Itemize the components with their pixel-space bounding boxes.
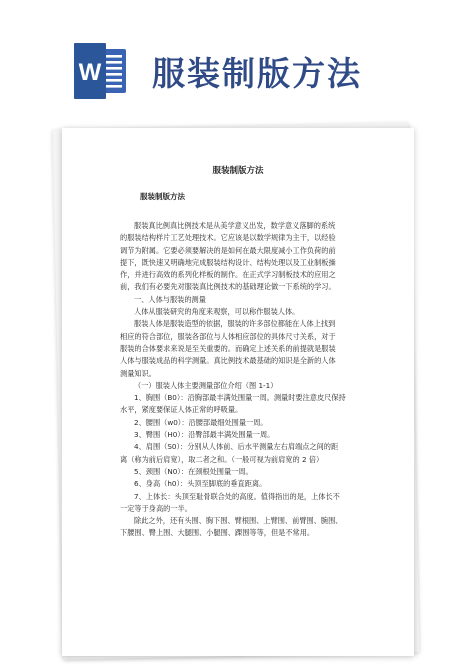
banner-title: 服装制版方法 — [152, 54, 362, 93]
body-line: 除此之外，还有头围、胸下围、臂根围、上臂围、前臂围、腕围、 — [134, 516, 343, 526]
body-line: 前，我们有必要先对服装真比例技术的基础理论做一下系统的学习。 — [120, 282, 336, 292]
header-banner — [0, 0, 474, 130]
body-line: 水平，紧度要保证人体正常的呼吸量。 — [120, 405, 243, 415]
body-line: 测量知识。 — [120, 368, 156, 378]
body-line: 服装人体是服装造型的依据，服装的许多部位都能在人体上找到 — [134, 319, 336, 329]
document-title: 服装制版方法 — [212, 166, 264, 176]
document-subtitle: 服装制版方法 — [140, 192, 185, 201]
body-line: 7、上体长：头顶至耻骨联合处的高度。值得指出的是，上体长不 — [134, 491, 340, 501]
body-line: 服装真比例真比例技术是从美学意义出发，数学意义落脚的系统 — [134, 221, 336, 230]
body-line: 6、身高（h0）：头顶至脚底的垂直距离。 — [134, 479, 267, 489]
body-line: 人体从服装研究的角度来观察，可以称作服装人体。 — [134, 307, 300, 317]
word-icon — [74, 43, 128, 99]
body-line: 提下，既快速又明确地完成服装结构设计、结构处理以及工业制板操 — [120, 257, 336, 267]
body-line: 人体与服装成品的科学测量。真比例技术最基础的知识是全新的人体 — [120, 356, 336, 366]
body-line: 作，并进行高效的系列化样板的制作。在正式学习制板技术的应用之 — [120, 270, 336, 280]
document-body — [120, 220, 368, 540]
subsection-heading: （一）服装人体主要测量部位介绍（图 1-1） — [134, 380, 278, 390]
body-line: 2、腰围（w0）：沿腰部最细处围量一周。 — [134, 417, 268, 427]
body-line: 4、肩围（S0）：分别从人体前、后水平测量左右肩端点之间的距 — [134, 442, 339, 452]
body-line: 服装的合体要求来说是至关重要的。而确定上述关系的前提就是服装 — [120, 343, 336, 353]
body-line: 离（称为前后肩宽），取二者之和。（一般可视为前肩宽的 2 倍） — [120, 454, 324, 464]
body-line: 下腰围、臀上围、大腿围、小腿围、踝围等等，但是不常用。 — [120, 528, 315, 538]
document-page — [62, 128, 414, 656]
section-heading: 一、人体与服装的测量 — [134, 294, 206, 304]
body-line: 1、胸围（B0）：沿胸部最丰满处围量一周。测量时要注意皮尺保持 — [134, 393, 346, 403]
body-line: 调节为附属。它要必须要解决的是如何在最大限度减小工作负荷的前 — [120, 245, 336, 255]
body-line: 一定等于身高的一半。 — [120, 503, 192, 513]
word-icon-letter: W — [78, 59, 102, 86]
body-line: 3、臀围（H0）：沿臀部最丰满处围量一周。 — [134, 430, 275, 440]
body-line: 相应的符合部位，服装各部位与人体相应部位的具体尺寸关系，对于 — [120, 331, 336, 341]
body-line: 的服装结构样片工艺处理技术。它应该是以数学规律为主干，以经验 — [120, 233, 336, 243]
body-line: 5、颈围（N0）：在颈根处围量一周。 — [134, 466, 253, 476]
